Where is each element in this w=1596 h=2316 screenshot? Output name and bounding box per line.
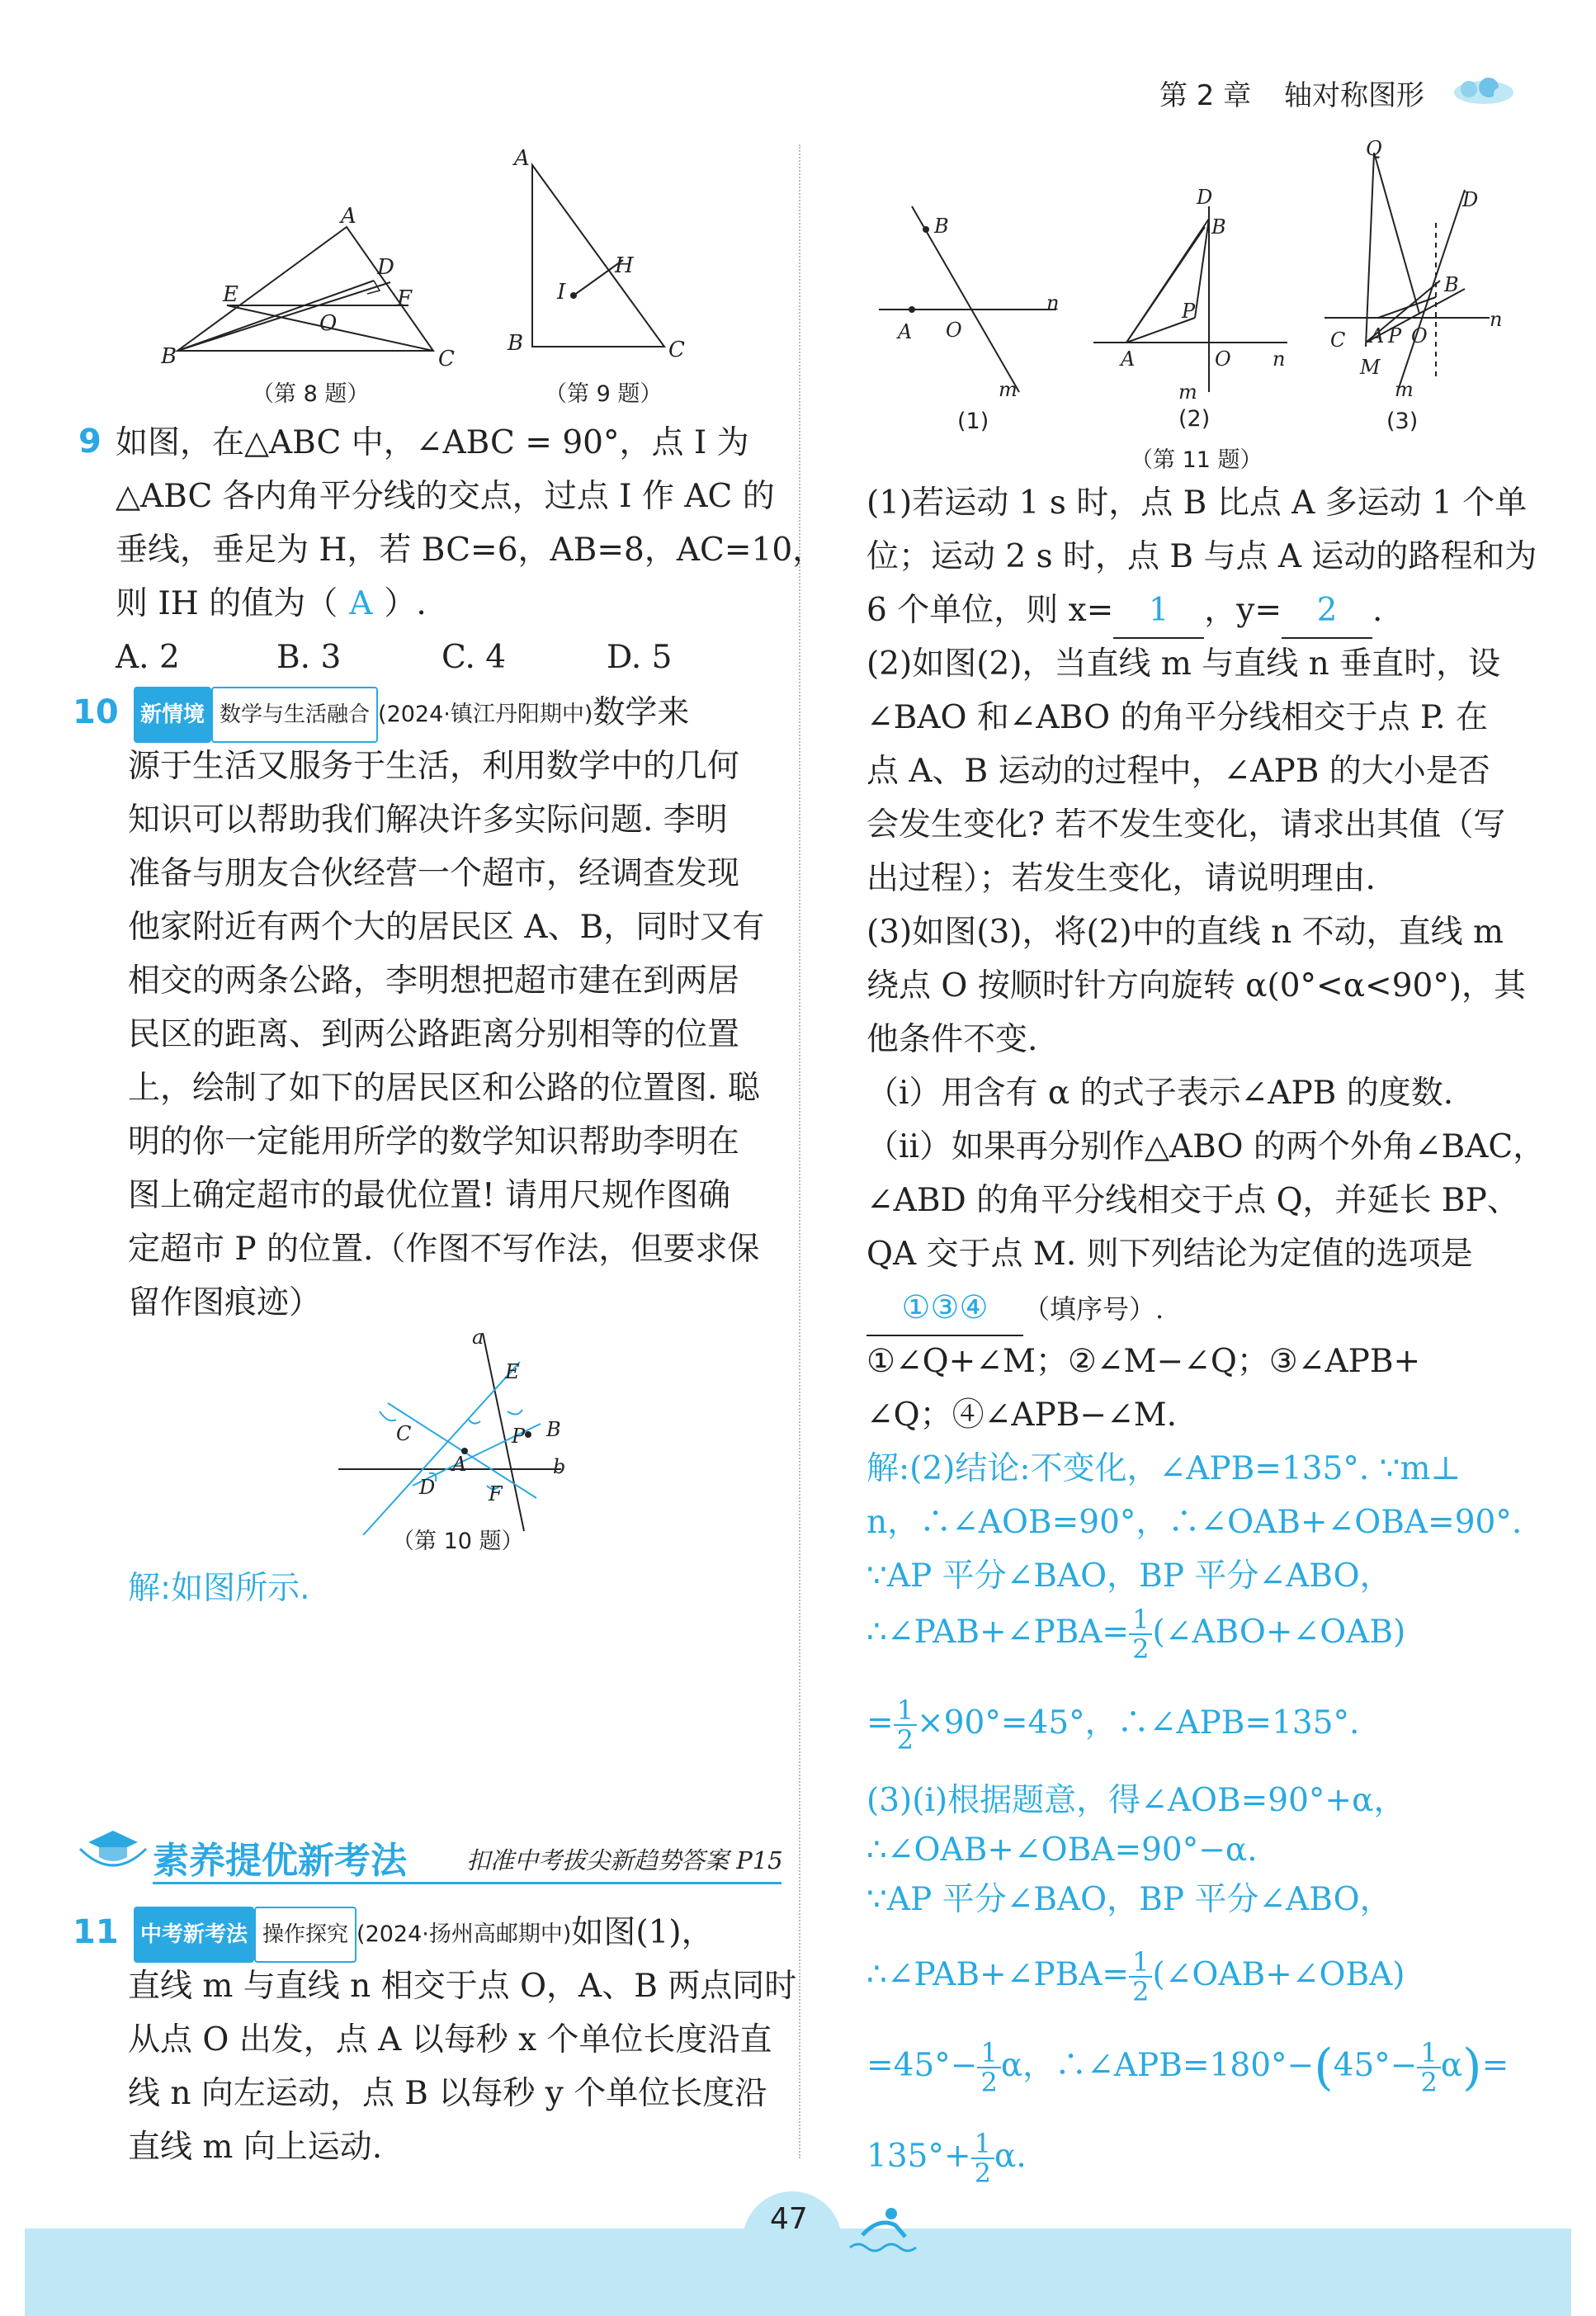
svg-text:B: B	[161, 344, 177, 369]
p3-line-7: QA 交于点 M. 则下列结论为定值的选项是	[866, 1236, 1473, 1273]
q10-line-5: 相交的两条公路，李明想把超市建在到两居	[128, 962, 740, 1000]
p3-line-5: （ⅱ）如果再分别作△ABO 的两个外角∠BAC，	[866, 1128, 1546, 1165]
svg-text:A: A	[1121, 347, 1136, 371]
q10-first: 数学来	[593, 694, 690, 731]
p3-ii-post: （填序号）.	[1023, 1293, 1164, 1325]
q10-line-10: 定超市 P 的位置.（作图不写作法，但要求保	[128, 1231, 760, 1268]
svg-text:A: A	[341, 204, 357, 229]
svg-text:D: D	[419, 1476, 436, 1499]
p3-line-2: 绕点 O 按顺时针方向旋转 α(0°<α<90°)，其	[866, 967, 1527, 1004]
q10-line-7: 上，绘制了如下的居民区和公路的位置图. 聪	[128, 1070, 760, 1107]
svg-text:D: D	[1197, 186, 1213, 209]
sol-l5b: ×90°=45°，∴∠APB=135°.	[917, 1704, 1360, 1742]
section-subtitle: 扣准中考拔尖新趋势	[466, 1846, 682, 1874]
svg-text:n: n	[1490, 308, 1503, 331]
sol-line-1: 解:(2)结论:不变化，∠APB=135°. ∵m⊥	[866, 1450, 1461, 1487]
q11-line-4: 直线 m 向上运动.	[128, 2129, 383, 2166]
p1-line-3	[866, 584, 1382, 639]
svg-text:M: M	[1360, 356, 1381, 379]
sol-l4b: (∠ABO+∠OAB)	[1152, 1614, 1406, 1651]
svg-text:I: I	[557, 280, 566, 305]
svg-text:P: P	[1388, 324, 1402, 347]
q9-prompt: 则 IH 的值为（	[116, 585, 338, 622]
svg-text:C: C	[1330, 328, 1346, 352]
sol-line-11	[866, 2129, 1027, 2187]
sol-l10b: α，∴∠APB=180°−	[1000, 2047, 1315, 2084]
page-number: 47	[770, 2202, 808, 2236]
sol-l10a: =45°−	[866, 2047, 978, 2084]
q10-solution: 解:如图所示.	[128, 1570, 310, 1607]
paren-close: )	[1462, 2039, 1482, 2096]
svg-text:A: A	[1370, 324, 1385, 347]
sol-line-8: ∵AP 平分∠BAO，BP 平分∠ABO，	[866, 1881, 1392, 1918]
figure-9	[499, 140, 706, 363]
sol-line-9	[866, 1948, 1405, 2006]
fraction-half: $\frac{1}{2}$	[1417, 2039, 1440, 2096]
choices-line-2: ∠Q；④∠APB−∠M.	[866, 1397, 1178, 1434]
svg-text:C: C	[438, 347, 455, 371]
q9-line-2: △ABC 各内角平分线的交点，过点 I 作 AC 的	[116, 478, 775, 515]
sol-l10e: =	[1481, 2047, 1509, 2084]
q10-tag2: 数学与生活融合	[211, 687, 378, 743]
svg-text:B: B	[546, 1418, 561, 1441]
q11-tag2: 操作探究	[254, 1907, 357, 1963]
svg-text:O: O	[319, 311, 338, 336]
svg-text:n: n	[1273, 347, 1286, 371]
q10-line-2: 知识可以帮助我们解决许多实际问题. 李明	[128, 801, 728, 839]
svg-text:a: a	[472, 1329, 484, 1349]
q11-heading	[134, 1907, 714, 1963]
figure-11-1	[875, 198, 1073, 409]
p3-line-1: (3)如图(3)，将(2)中的直线 n 不动，直线 m	[866, 914, 1504, 951]
q11-source: (2024·扬州高邮期中)	[357, 1921, 572, 1947]
p1-end: .	[1372, 592, 1383, 629]
q9-line-4	[116, 578, 427, 631]
figure-10	[330, 1329, 586, 1535]
q9-option-b: B. 3	[276, 639, 342, 676]
q11-number: 11	[73, 1913, 119, 1951]
p1-line-2: 位；运动 2 s 时，点 B 与点 A 运动的路程和为	[866, 538, 1537, 575]
q9-line-3: 垂线，垂足为 H，若 BC=6，AB=8，AC=10，	[116, 532, 825, 569]
figure-11-2	[1089, 186, 1312, 404]
fig9-caption: （第 9 题）	[545, 381, 663, 407]
section-answer-ref: 答案 P15	[681, 1846, 783, 1874]
sol-line-4	[866, 1605, 1405, 1663]
q10-line-4: 他家附近有两个大的居民区 A、B，同时又有	[128, 909, 765, 946]
svg-text:E: E	[505, 1360, 520, 1383]
svg-text:A: A	[898, 320, 913, 343]
svg-text:B: B	[508, 331, 524, 356]
q11-first: 如图(1)，	[571, 1914, 714, 1951]
svg-text:n: n	[1046, 291, 1060, 314]
section-underline	[153, 1882, 781, 1884]
svg-text:H: H	[615, 253, 634, 278]
paren-open: (	[1314, 2039, 1334, 2096]
svg-text:m: m	[1178, 380, 1197, 404]
q10-tag: 新情境	[134, 687, 211, 743]
q11-line-2: 从点 O 出发，点 A 以每秒 x 个单位长度沿直	[128, 2021, 772, 2058]
svg-text:A: A	[452, 1453, 467, 1476]
p1-mid: ，y=	[1204, 592, 1282, 629]
svg-text:m: m	[999, 378, 1018, 401]
q10-number: 10	[73, 693, 119, 731]
q10-source: (2024·镇江丹阳期中)	[378, 702, 593, 727]
svg-text:O: O	[1215, 347, 1231, 371]
sol-l9a: ∴∠PAB+∠PBA=	[866, 1956, 1130, 1993]
q9-option-d: D. 5	[607, 639, 673, 676]
p3-line-3: 他条件不变.	[866, 1021, 1038, 1058]
sol-line-3: ∵AP 平分∠BAO，BP 平分∠ABO，	[866, 1557, 1392, 1595]
q10-line-11: 留作图痕迹）	[128, 1284, 322, 1321]
q9-answer: A	[349, 585, 373, 622]
blank-ii: ①③④	[866, 1282, 1023, 1336]
q10-heading	[134, 687, 689, 743]
section-title: 素养提优新考法	[153, 1840, 407, 1882]
svg-text:C: C	[396, 1422, 412, 1445]
q10-line-9: 图上确定超市的最优位置! 请用尺规作图确	[128, 1177, 731, 1214]
sol-line-10	[866, 2039, 1509, 2096]
svg-text:F: F	[397, 286, 413, 311]
sol-l10d: α	[1440, 2047, 1463, 2084]
choices-line-1: ①∠Q+∠M；②∠M−∠Q；③∠APB+	[866, 1343, 1421, 1380]
fraction-half: $\frac{1}{2}$	[977, 2039, 1000, 2096]
q10-line-8: 明的你一定能用所学的数学知识帮助李明在	[128, 1123, 740, 1160]
sol-line-7: ∴∠OAB+∠OBA=90°−α.	[866, 1832, 1258, 1869]
fig11-cap-2: (2)	[1178, 406, 1211, 432]
p3-line-6: ∠ABD 的角平分线相交于点 Q，并延长 BP、	[866, 1182, 1519, 1219]
sol-l4a: ∴∠PAB+∠PBA=	[866, 1614, 1130, 1651]
q11-line-1: 直线 m 与直线 n 相交于点 O，A、B 两点同时	[128, 1968, 797, 2005]
svg-text:F: F	[489, 1482, 503, 1505]
p2-line-1: (2)如图(2)，当直线 m 与直线 n 垂直时，设	[866, 645, 1501, 683]
fig11-cap-3: (3)	[1386, 409, 1419, 434]
sol-l9b: (∠OAB+∠OBA)	[1152, 1956, 1405, 1993]
sol-line-2: n，∴∠AOB=90°，∴∠OAB+∠OBA=90°.	[866, 1504, 1523, 1541]
svg-text:b: b	[553, 1455, 566, 1478]
cloud-icon	[1451, 69, 1517, 111]
q9-line-1: 如图，在△ABC 中，∠ABC = 90°，点 I 为	[116, 424, 749, 461]
p2-line-2: ∠BAO 和∠ABO 的角平分线相交于点 P. 在	[866, 699, 1488, 736]
chapter-label: 第 2 章	[1159, 79, 1252, 112]
fraction-half: $\frac{1}{2}$	[894, 1696, 917, 1754]
q11-tag: 中考新考法	[134, 1907, 254, 1963]
svg-text:B: B	[1211, 215, 1226, 239]
svg-text:P: P	[512, 1425, 526, 1448]
chapter-title: 轴对称图形	[1284, 79, 1424, 112]
svg-text:C: C	[668, 338, 685, 362]
fig10-caption: （第 10 题）	[392, 1529, 524, 1554]
p3-line-8	[866, 1282, 1164, 1336]
svg-text:O: O	[946, 319, 962, 342]
graduation-cap-icon	[76, 1824, 150, 1882]
q10-line-1: 源于生活又服务于生活，利用数学中的几何	[128, 748, 740, 785]
p2-line-5: 出过程）；若发生变化，请说明理由.	[866, 860, 1376, 897]
q11-line-3: 线 n 向左运动，点 B 以每秒 y 个单位长度沿	[128, 2075, 767, 2112]
sol-line-6: (3)(ⅰ)根据题意，得∠AOB=90°+α，	[866, 1782, 1406, 1819]
q10-line-6: 民区的距离、到两公路距离分别相等的位置	[128, 1016, 740, 1053]
fraction-half: $\frac{1}{2}$	[1129, 1605, 1152, 1663]
q10-line-3: 准备与朋友合伙经营一个超市，经调查发现	[128, 855, 740, 892]
q9-option-a: A. 2	[116, 639, 180, 676]
figure-11-3	[1320, 140, 1510, 404]
svg-text:D: D	[377, 255, 394, 280]
svg-text:E: E	[223, 282, 238, 307]
svg-text:B: B	[934, 215, 949, 238]
sol-l11a: 135°+	[866, 2138, 971, 2175]
sol-l11b: α.	[994, 2138, 1027, 2175]
p3-line-4: （ⅰ）用含有 α 的式子表示∠APB 的度数.	[866, 1075, 1454, 1112]
svg-text:Q: Q	[1366, 140, 1382, 160]
fig11-cap-1: (1)	[957, 409, 989, 434]
p1-line-1: (1)若运动 1 s 时，点 B 比点 A 多运动 1 个单	[866, 484, 1528, 522]
svg-text:P: P	[1182, 300, 1196, 323]
p1-prompt: 6 个单位，则 x=	[866, 592, 1114, 629]
svg-text:D: D	[1462, 188, 1479, 211]
blank-y: 2	[1282, 584, 1372, 639]
swimmer-icon	[846, 2202, 920, 2260]
fig11-title: （第 11 题）	[1131, 447, 1263, 473]
q9-option-c: C. 4	[441, 639, 507, 676]
svg-text:m: m	[1395, 378, 1414, 401]
blank-x: 1	[1113, 584, 1204, 639]
sol-line-5	[866, 1696, 1359, 1754]
q9-close: ）.	[384, 585, 427, 622]
fig8-caption: （第 8 题）	[252, 381, 370, 407]
svg-text:B: B	[1444, 273, 1459, 296]
sol-l10c: 45°−	[1333, 2047, 1418, 2084]
svg-text:A: A	[514, 146, 530, 171]
p2-line-4: 会发生变化? 若不发生变化，请求出其值（写	[866, 806, 1506, 844]
p2-line-3: 点 A、B 运动的过程中，∠APB 的大小是否	[866, 753, 1490, 790]
fraction-half: $\frac{1}{2}$	[971, 2129, 994, 2187]
sol-l5a: =	[866, 1704, 894, 1742]
figure-8	[161, 198, 458, 376]
q9-number: 9	[78, 423, 102, 461]
column-divider	[799, 144, 800, 2158]
svg-text:O: O	[1411, 324, 1428, 347]
fraction-half: $\frac{1}{2}$	[1129, 1948, 1152, 2006]
